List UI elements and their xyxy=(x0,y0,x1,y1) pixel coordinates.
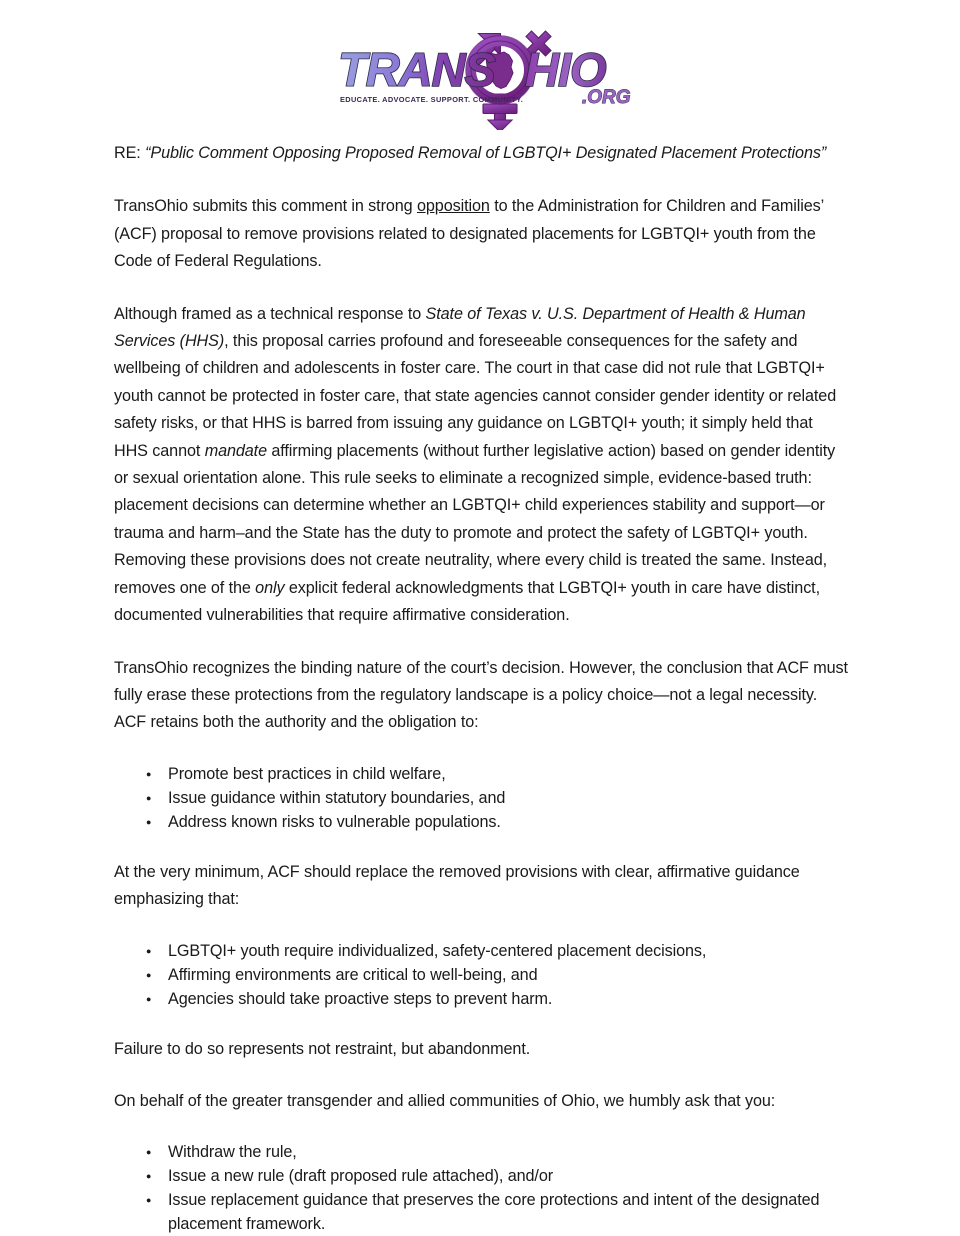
paragraph-2-part-c: affirming placements (without further legislative action) based on gender identity or sexual orientation alone. This rule seeks to eliminate a recognized simple, evidence-based truth: placement decisions can determine whether an LGBTQI+ child experiences stability and support—or trauma and harm–and the State has the duty to promote and protect the safety of LGBTQI+ youth. Removing these provisions does not create neutrality, where every child is treated the same. Instead, removes one of the xyxy=(114,441,836,597)
paragraph-2-part-a: Although framed as a technical response to xyxy=(114,304,426,323)
paragraph-1-part-a: TransOhio submits this comment in strong xyxy=(114,197,417,216)
logo-wordmark-trans: TRANS xyxy=(338,43,495,96)
re-line xyxy=(114,140,850,167)
paragraph-2-emphasis-only: only xyxy=(255,578,285,597)
bullet-list-acf-obligations xyxy=(114,762,850,834)
re-title: “Public Comment Opposing Proposed Removal of LGBTQI+ Designated Placement Protections” xyxy=(145,144,827,162)
paragraph-5: Failure to do so represents not restraint, but abandonment. xyxy=(114,1039,531,1058)
paragraph-4: At the very minimum, ACF should replace the removed provisions with clear, affirmative guidance emphasizing that: xyxy=(114,862,800,909)
logo-wordmark-hio: HIO xyxy=(525,43,606,96)
paragraph-1 xyxy=(114,193,850,275)
list-item: ● Withdraw the rule, xyxy=(146,1140,850,1164)
paragraph-1-part-b: to the Administration for Children and Families’ (ACF) proposal to remove provisions related to designated placements for LGBTQI+ youth from the Code of Federal Regulations. xyxy=(114,197,824,271)
bullet-list-requested-actions xyxy=(114,1140,850,1236)
paragraph-1-underlined-opposition: opposition xyxy=(416,197,490,216)
paragraph-2-case-citation: State of Texas v. U.S. Department of Health & Human Services (HHS) xyxy=(114,304,806,351)
transohio-logo-graphic xyxy=(320,8,640,130)
list-item: ● Agencies should take proactive steps to prevent harm. xyxy=(146,987,850,1011)
list-item: ● Issue replacement guidance that preserves the core protections and intent of the designated placement framework. xyxy=(146,1188,850,1236)
logo-tagline: EDUCATE. ADVOCATE. SUPPORT. COMMUNITY. xyxy=(340,95,524,104)
list-item: ● LGBTQI+ youth require individualized, safety-centered placement decisions, xyxy=(146,939,850,963)
paragraph-2-emphasis-mandate: mandate xyxy=(204,441,267,460)
re-label: RE: xyxy=(114,144,146,162)
document-body xyxy=(0,140,960,1236)
list-item: ● Issue guidance within statutory boundaries, and xyxy=(146,786,850,810)
paragraph-2-part-d: explicit federal acknowledgments that LGBTQI+ youth in care have distinct, documented vulnerabilities that require affirmative consideration. xyxy=(114,578,820,625)
list-item: ● Issue a new rule (draft proposed rule attached), and/or xyxy=(146,1164,850,1188)
logo-domain-suffix: .ORG xyxy=(582,87,631,108)
list-item: ● Promote best practices in child welfare, xyxy=(146,762,850,786)
list-item: ● Address known risks to vulnerable populations. xyxy=(146,810,850,834)
transohio-logo xyxy=(320,8,640,130)
list-item: ● Affirming environments are critical to well-being, and xyxy=(146,963,850,987)
bullet-list-guidance-requirements xyxy=(114,939,850,1011)
paragraph-2-part-b: , this proposal carries profound and foreseeable consequences for the safety and wellbeing of children and adolescents in foster care. The court in that case did not rule that LGBTQI+ youth cannot be protected in foster care, that state agencies cannot consider gender identity or related safety risks, or that HHS is barred from issuing any guidance on LGBTQI+ youth; it simply held that HHS cannot xyxy=(114,332,837,460)
paragraph-2 xyxy=(114,301,850,630)
paragraph-3: TransOhio recognizes the binding nature of the court’s decision. However, the conclusion that ACF must fully erase these protections from the regulatory landscape is a policy choice—not a legal necessity. ACF retains both the authority and the obligation to: xyxy=(114,658,848,732)
document-header xyxy=(0,0,960,140)
paragraph-6: On behalf of the greater transgender and allied communities of Ohio, we humbly ask that you: xyxy=(114,1091,776,1110)
